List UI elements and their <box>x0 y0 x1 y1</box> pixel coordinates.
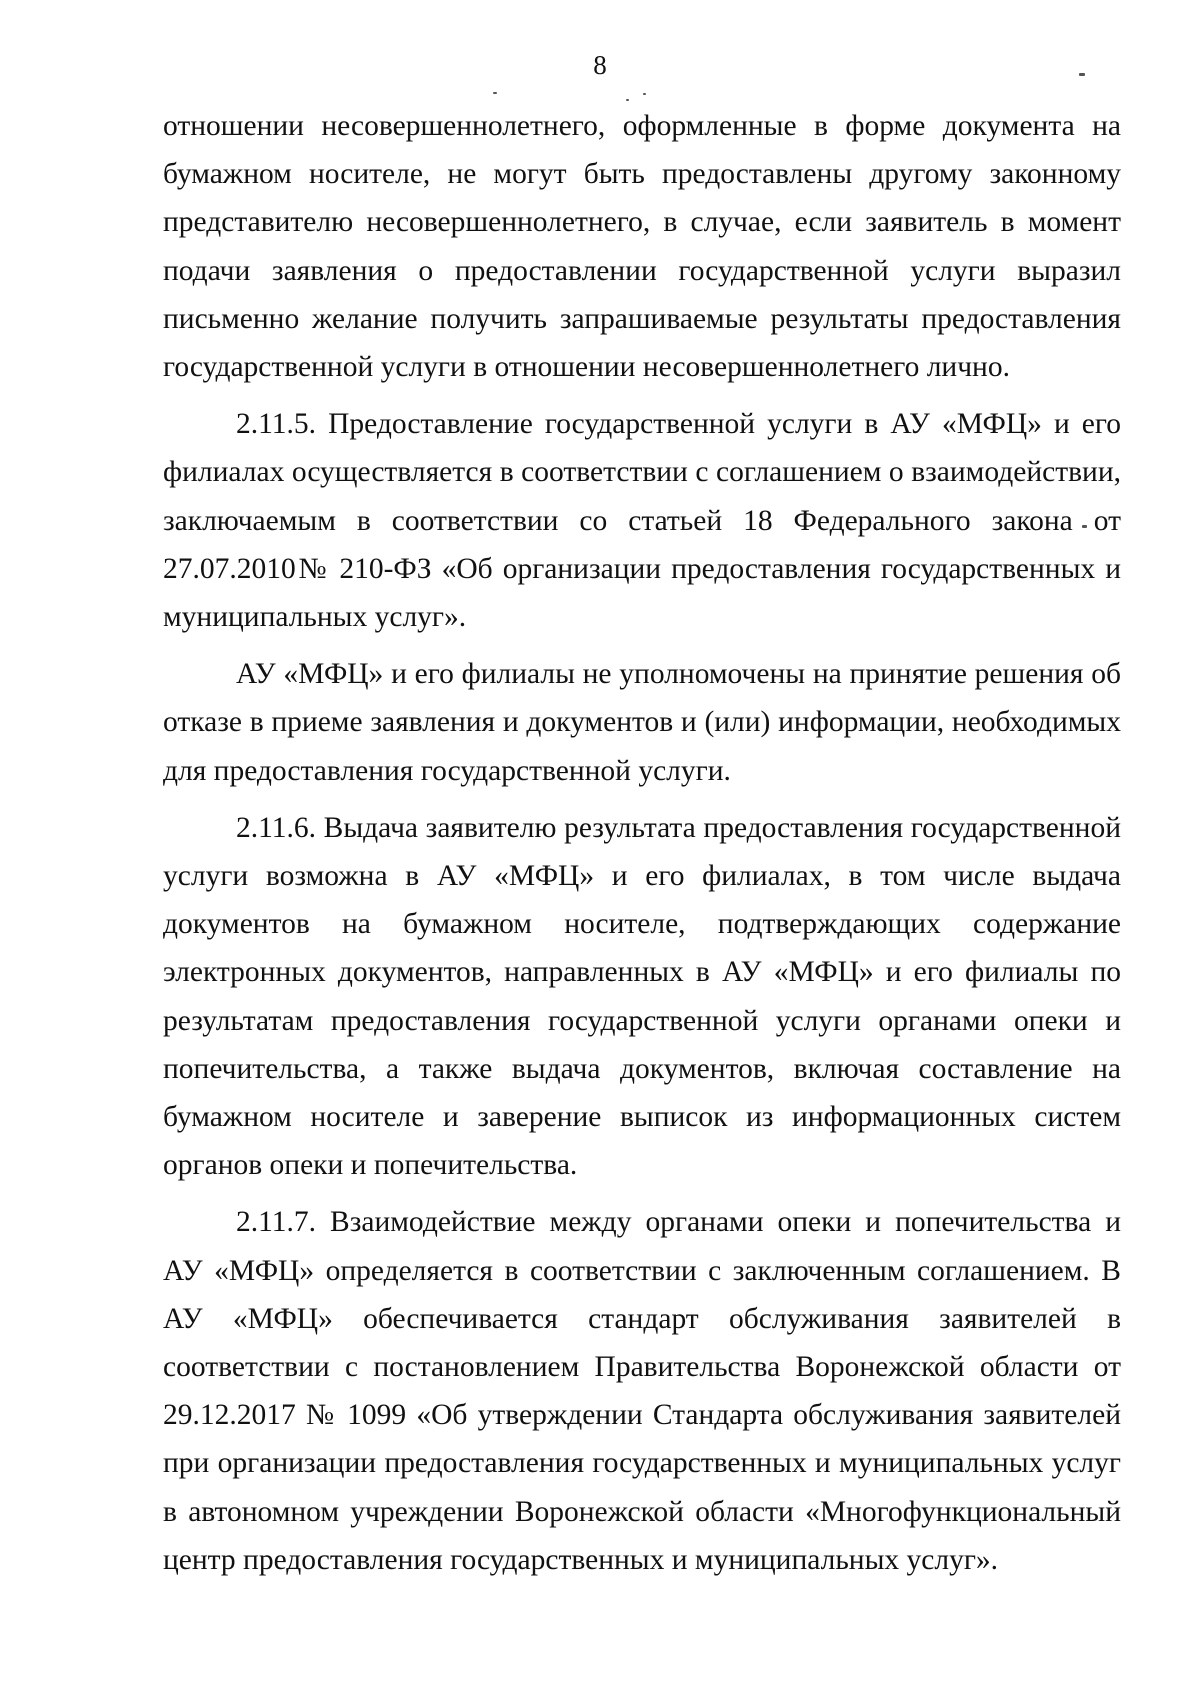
scan-speck <box>626 99 629 101</box>
page-number: 8 <box>593 50 607 80</box>
paragraph-2-11-7: 2.11.7. Взаимодействие между органами опеки и попечительства и АУ «МФЦ» определяется в соответствии с заключенным соглашением. В АУ «МФЦ» обеспечивается стандарт обслуживания заявителей в соответствии с постановлением Правительства Воронежской области от 29.12.2017 № 1099 «Об утверждении Стандарта обслуживания заявителей при организации предоставления государственных и муниципальных услуг в автономном учреждении Воронежской области «Многофункциональный центр предоставления государственных и муниципальных услуг». <box>163 1206 1121 1576</box>
scan-speck <box>1079 73 1085 76</box>
scan-speck <box>493 92 497 94</box>
paragraph-2-11-6: 2.11.6. Выдача заявителю результата предоставления государственной услуги возможна в АУ «МФЦ» и его филиалах, в том числе выдача документов на бумажном носителе, подтверждающих содержание электронных документов, направленных в АУ «МФЦ» и его филиалы по результатам предоставления государственной услуги органами опеки и попечительства, а также выдача документов, включая составление на бумажном носителе и заверение выписок из информационных систем органов опеки и попечительства. <box>163 811 1121 1182</box>
document-body <box>163 102 1121 1584</box>
paragraph-2-11-5: 2.11.5. Предоставление государственной услуги в АУ «МФЦ» и его филиалах осуществляется в соответствии с соглашением о взаимодействии, заключаемым в соответствии со статьей 18 Федерального закона от 27.07.2010№ 210-ФЗ «Об организации предоставления государственных и муниципальных услуг». <box>163 408 1121 634</box>
paragraph: отношении несовершеннолетнего, оформленные в форме документа на бумажном носителе, не могут быть предоставлены другому законному представителю несовершеннолетнего, в случае, если заявитель в момент подачи заявления о предоставлении государственной услуги выразил письменно желание получить запрашиваемые результаты предоставления государственной услуги в отношении несовершеннолетнего лично. <box>163 110 1121 384</box>
scan-speck <box>643 93 646 95</box>
paragraph: АУ «МФЦ» и его филиалы не уполномочены на принятие решения об отказе в приеме заявления и документов и (или) информации, необходимых для предоставления государственной услуги. <box>163 658 1121 787</box>
